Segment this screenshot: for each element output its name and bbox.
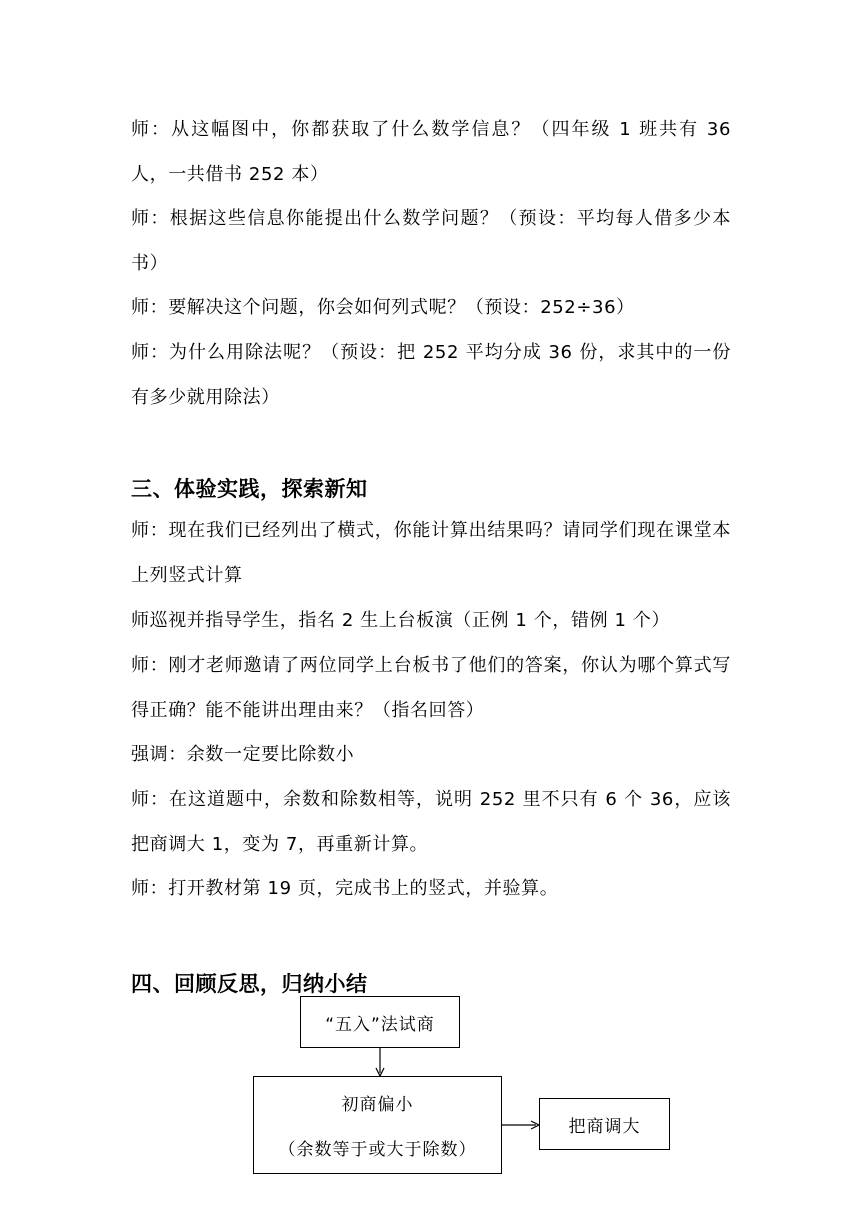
flow-box-quotient-small-line1: 初商偏小 xyxy=(341,1095,414,1115)
paragraph-question: 师：根据这些信息你能提出什么数学问题？（预设：平均每人借多少本书） xyxy=(131,208,731,274)
section-3-heading: 三、体验实践，探索新知 xyxy=(131,476,368,501)
paragraph-calc: 师：现在我们已经列出了横式，你能计算出结果吗？请同学们现在课堂本上列竖式计算 xyxy=(131,520,731,586)
flow-box-quotient-small-line2: （余数等于或大于除数） xyxy=(278,1140,477,1160)
flow-box-increase-quotient xyxy=(539,1098,670,1150)
paragraph-board: 师巡视并指导学生，指名 2 生上台板演（正例 1 个，错例 1 个） xyxy=(131,610,671,631)
paragraph-formula: 师：要解决这个问题，你会如何列式呢？（预设：252÷36） xyxy=(131,297,635,318)
flow-box-trial-quotient-label: “五入”法试商 xyxy=(325,1014,435,1035)
paragraph-teacher-question: 师：刚才老师邀请了两位同学上台板书了他们的答案，你认为哪个算式写得正确？能不能讲出理由来？（指名回答） xyxy=(131,655,731,721)
paragraph-textbook: 师：打开教材第 19 页，完成书上的竖式，并验算。 xyxy=(131,878,559,899)
paragraph-adjust-quotient: 师：在这道题中，余数和除数相等，说明 252 里不只有 6 个 36，应该把商调大 1，变为 7，再重新计算。 xyxy=(131,789,731,855)
section-4-heading: 四、回顾反思，归纳小结 xyxy=(131,971,368,996)
paragraph-why-division: 师：为什么用除法呢？（预设：把 252 平均分成 36 份，求其中的一份有多少就用除法） xyxy=(131,342,731,408)
paragraph-emphasis: 强调：余数一定要比除数小 xyxy=(131,744,355,765)
flow-box-increase-quotient-label: 把商调大 xyxy=(568,1116,641,1137)
flow-box-trial-quotient xyxy=(300,996,460,1048)
flow-box-quotient-small xyxy=(253,1076,502,1174)
paragraph-info: 师：从这幅图中，你都获取了什么数学信息？（四年级 1 班共有 36 人，一共借书 252 本） xyxy=(131,119,731,185)
